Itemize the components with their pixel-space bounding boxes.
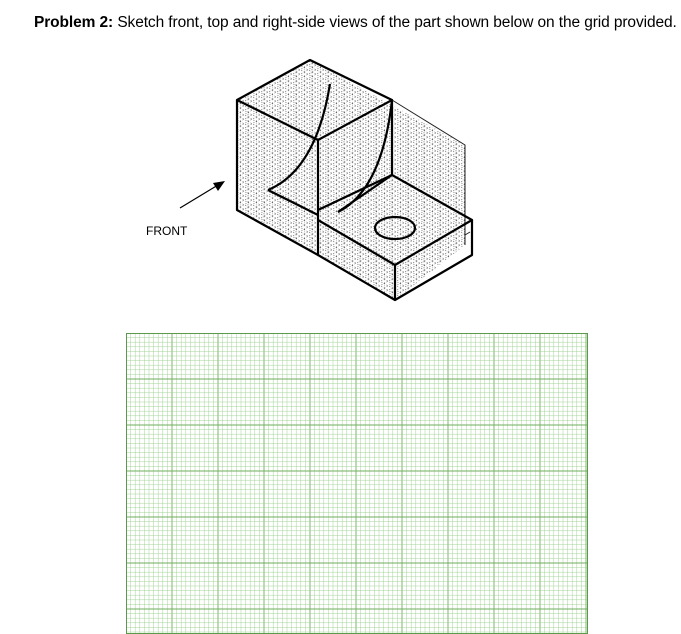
front-arrow xyxy=(180,181,225,208)
front-label: FRONT xyxy=(146,224,188,238)
sketch-grid[interactable] xyxy=(126,333,588,634)
problem-instructions: Sketch front, top and right-side views of the part shown below on the grid provided. xyxy=(113,14,677,31)
grid-border xyxy=(127,334,588,634)
problem-number: Problem 2: xyxy=(34,14,114,31)
part-grid-fill xyxy=(237,60,465,300)
